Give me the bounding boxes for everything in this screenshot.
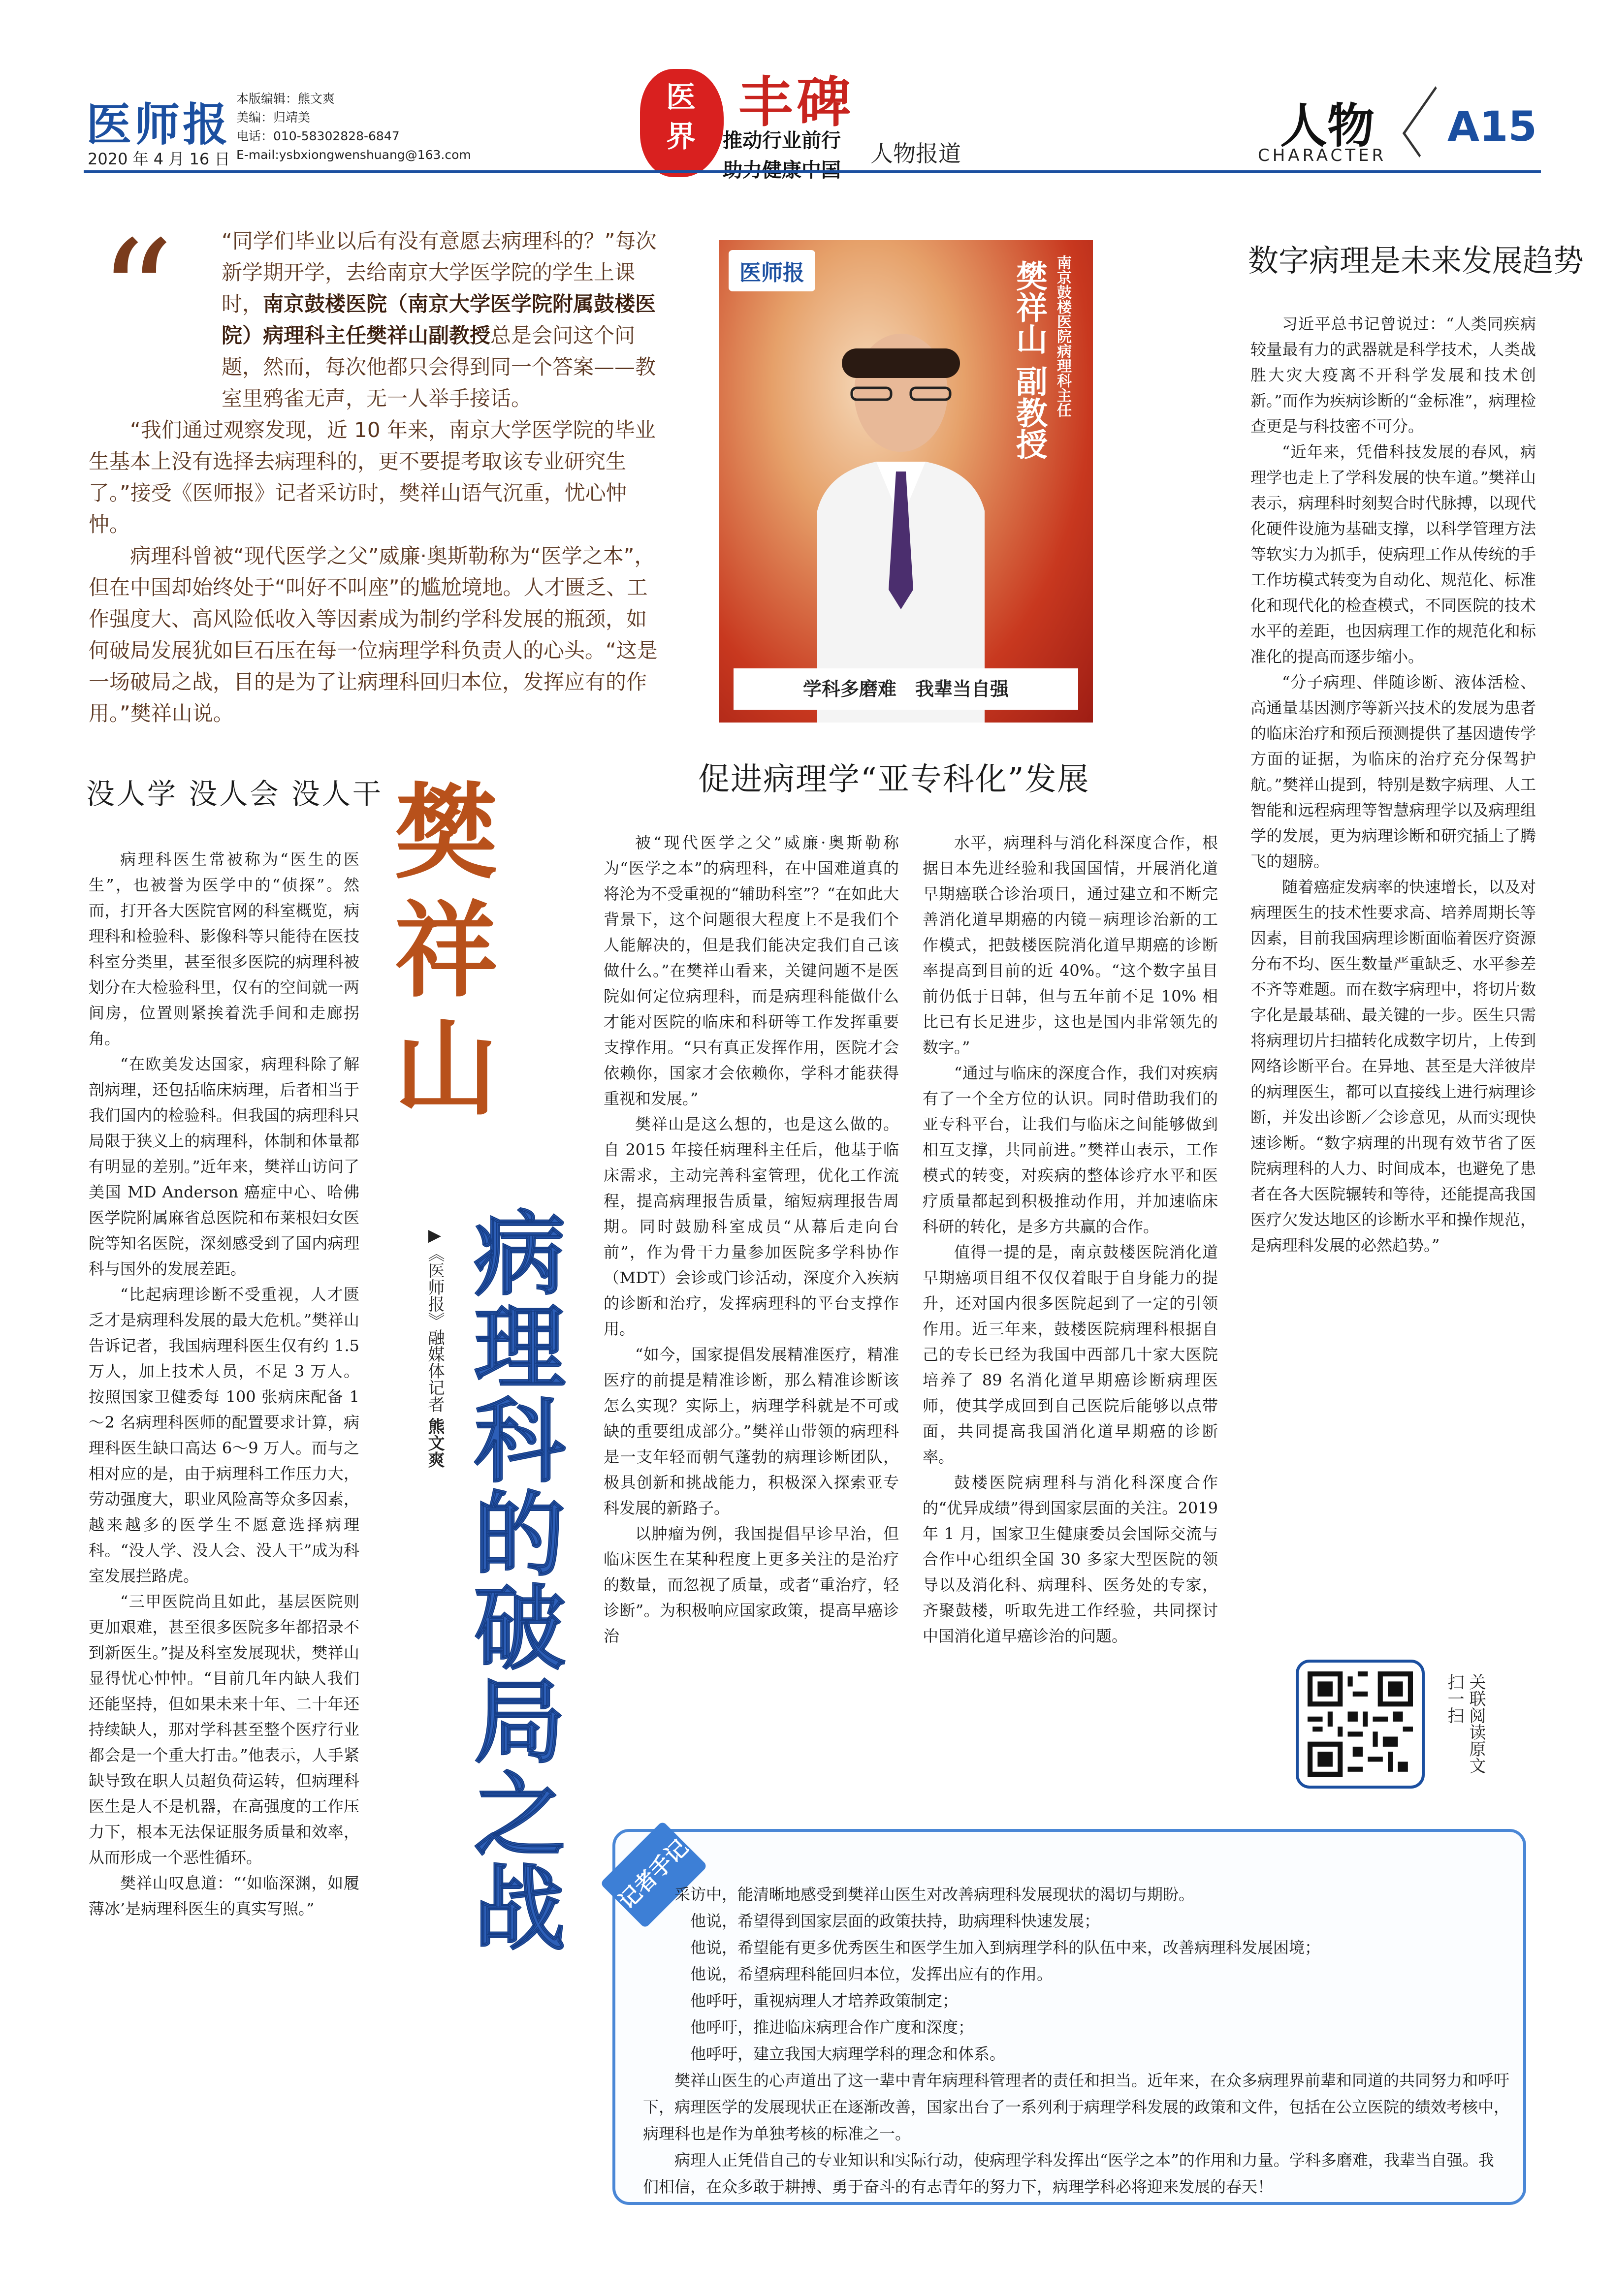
- quote-icon: “: [98, 209, 174, 381]
- body-paragraph: “通过与临床的深度合作，我们对疾病有了一个全方位的认识。同时借助我们的亚专科平台，让我们与临床之间能够做到相互支撑，共同前进。”樊祥山表示，工作模式的转变，对疾病的整体诊疗水平和医疗质量都起到积极推动作用，并加速临床科研的转化，是多方共赢的合作。: [923, 1064, 1218, 1236]
- reporter-note-tag: 记者手记: [600, 1821, 707, 1928]
- editor-line: E-mail:ysbxiongwenshuang@163.com: [236, 148, 471, 162]
- note-paragraph: 采访中，能清晰地感受到樊祥山医生对改善病理科发展现状的渴切与期盼。: [674, 1885, 1195, 1904]
- editor-line: 本版编辑：熊文爽: [236, 92, 335, 106]
- byline-author: 熊文爽: [425, 1417, 445, 1468]
- editor-line: 美编：归靖美: [236, 110, 311, 125]
- qr-label: [1442, 1673, 1487, 1801]
- photo-vertical-text: [1006, 255, 1073, 460]
- body-paragraph: 樊祥山叹息道：“‘如临深渊，如履薄冰’是病理科医生的真实写照。”: [89, 1874, 359, 1918]
- qr-code[interactable]: [1296, 1660, 1425, 1789]
- body-paragraph: “在欧美发达国家，病理科除了解剖病理，还包括临床病理，后者相当于我们国内的检验科。但我国的病理科只局限于狭义上的病理科，体制和体量都有明显的差别。”近年来，樊祥山访问了美国 MD Anderson 癌症中心、哈佛医学院附属麻省总医院和布莱根妇女医院等知名医院，深刻感受到了国内病理科与国外的发展差距。: [89, 1055, 359, 1278]
- seal-text: 医界: [666, 80, 696, 154]
- lead-paragraph: 病理科曾被“现代医学之父”威廉·奥斯勒称为“医学之本”，但在中国却始终处于“叫好不叫座”的尴尬境地。人才匮乏、工作强度大、高风险低收入等因素成为制约学科发展的瓶颈，如何破局发展犹如巨石压在每一位病理学科负责人的心头。“这是一场破局之战，目的是为了让病理科回归本位，发挥应有的作用。”樊祥山说。: [89, 544, 658, 725]
- doctor-portrait-icon: [817, 314, 985, 723]
- body-paragraph: 病理科医生常被称为“医生的医生”，也被誉为医学中的“侦探”。然而，打开各大医院官网的科室概览，病理科和检验科、影像科等只能待在医技科室分类里，甚至很多医院的病理科被划分在大检验科里，仅有的空间就一两间房，位置则紧挨着洗手间和走廊拐角。: [89, 850, 359, 1048]
- section-name: 人物报道: [870, 140, 961, 167]
- main-headline: 病理科的破局之战: [459, 1206, 566, 1954]
- column-brand: 丰碑: [738, 70, 855, 134]
- lead-paragraph: [89, 209, 665, 414]
- editor-line: 电话：010-58302828-6847: [236, 129, 400, 143]
- body-paragraph: “三甲医院尚且如此，基层医院则更加艰难，甚至很多医院多年都招录不到新医生。”提及科室发展现状，樊祥山显得忧心忡忡。“目前几年内缺人我们还能坚持，但如果未来十年、二十年还持续缺人，那对学科甚至整个医疗行业都会是一个重大打击。”他表示，人手紧缺导致在职人员超负荷运转，但病理科医生是人不是机器，在高强度的工作压力下，根本无法保证服务质量和效率，从而形成一个恶性循环。: [89, 1592, 359, 1867]
- qr-label-line: 扫一扫: [1444, 1673, 1464, 1724]
- body-paragraph: 值得一提的是，南京鼓楼医院消化道早期癌项目组不仅仅着眼于自身能力的提升，还对国内很多医院起到了一定的引领作用。近三年来，鼓楼医院病理科根据自己的专长已经为我国中西部几十家大医院培养了 89 名消化道早期癌诊断病理医师，使其学成回到自己医院后能够以点带面，共同提高我国消化道早期癌的诊断率。: [923, 1243, 1218, 1466]
- body-paragraph: 鼓楼医院病理科与消化科深度合作的“优异成绩”得到国家层面的关注。2019 年 1 月，国家卫生健康委员会国际交流与合作中心组织全国 30 多家大型医院的领导以及消化科、病理科、医务处的专家，齐聚鼓楼，听取先进工作经验，共同探讨中国消化道早癌诊治的问题。: [923, 1473, 1218, 1645]
- body-paragraph: 随着癌症发病率的快速增长，以及对病理医生的技术性要求高、培养周期长等因素，目前我国病理诊断面临着医疗资源分布不均、医生数量严重缺乏、水平参差不齐等难题。而在数字病理中，将切片数字化是最基础、最关键的一步。医生只需将病理切片扫描转化成数字切片，上传到网络诊断平台。在异地、甚至是大洋彼岸的病理医生，都可以直接线上进行病理诊断，并发出诊断／会诊意见，从而实现快速诊断。“数字病理的出现有效节省了医院病理科的人力、时间成本，也避免了患者在各大医院辗转和等待，还能提高我国医疗欠发达地区的诊断水平和操作规范，是病理科发展的必然趋势。”: [1250, 878, 1536, 1255]
- qr-code-icon: [1308, 1671, 1413, 1777]
- photo-name-title: 樊祥山 副教授: [1011, 260, 1047, 460]
- body-paragraph: 被“现代医学之父”威廉·奥斯勒称为“医学之本”的病理科，在中国难道真的将沦为不受重视的“辅助科室”？“在如此大背景下，这个问题很大程度上不是我们个人能解决的，但是我们能决定我们自己该做什么。”在樊祥山看来，关键问题不是医院如何定位病理科，而是病理科能做什么才能对医院的临床和科研等工作发挥重要支撑作用。“只有真正发挥作用，医院才会依赖你，国家才会依赖你，学科才能获得重视和发展。”: [604, 833, 899, 1108]
- photo-caption: 学科多磨难 我辈当自强: [734, 668, 1078, 710]
- body-paragraph: 习近平总书记曾说过：“人类同疾病较量最有力的武器就是科学技术，人类战胜大灾大疫离不开科学发展和技术创新。”而作为疾病诊断的“金标准”，病理检查更是与科技密不可分。: [1250, 315, 1536, 436]
- note-paragraph: 病理人正凭借自己的专业知识和实际行动，使病理学科发挥出“医学之本”的作用和力量。学科多磨难，我辈当自强。我们相信，在众多敢于耕搏、勇于奋斗的有志青年的努力下，病理学科必将迎来发展的春天！: [643, 2151, 1494, 2196]
- person-name-headline: 樊祥山: [377, 778, 499, 1132]
- body-paragraph: 樊祥山是这么想的，也是这么做的。自 2015 年接任病理科主任后，他基于临床需求，主动完善科室管理，优化工作流程，提高病理报告质量，缩短病理报告周期。同时鼓励科室成员“从幕后走向台前”，作为骨干力量参加医院多学科协作（MDT）会诊或门诊活动，深度介入疾病的诊断和治疗，发挥病理科的平台支撑作用。: [604, 1115, 899, 1338]
- editor-info: [236, 90, 471, 164]
- note-line: 他说，希望能有更多优秀医生和医学生加入到病理学科的队伍中来，改善病理科发展困境；: [690, 1938, 1321, 1957]
- body-paragraph: “比起病理诊断不受重视，人才匮乏才是病理科发展的最大危机。”樊祥山告诉记者，我国病理科医生仅有约 1.5 万人，加上技术人员，不足 3 万人。按照国家卫健委每 100 张病床配备 1～2 名病理科医师的配置要求计算，病理科医生缺口高达 6～9 万人。而与之相对应的是，由于病理科工作压力大，劳动强度大，职业风险高等众多因素，越来越多的医学生不愿意选择病理科。“没人学、没人会、没人干”成为科室发展拦路虎。: [89, 1285, 359, 1585]
- note-line: 他呼吁，重视病理人才培养政策制定；: [690, 1991, 959, 2010]
- lead-text: “同学们毕业以后有没有意愿去病理科的？”每次新学期开学，去给南京大学医学院的学生上课时，: [222, 229, 657, 316]
- page-number: A15: [1447, 102, 1537, 151]
- slogan-line: 推动行业前行: [723, 129, 841, 152]
- note-paragraph: 樊祥山医生的心声道出了这一辈中青年病理科管理者的责任和担当。近年来，在众多病理界前辈和同道的共同努力和呼吁下，病理医学的发展现状正在逐渐改善，国家出台了一系列利于病理学科发展的政策和文件，包括在公立医院的绩效考核中，病理科也是作为单独考核的标准之一。: [643, 2071, 1510, 2143]
- article-column-1: [89, 847, 359, 1921]
- article-column-3: [923, 830, 1218, 1649]
- page-kicker: 人物: [1280, 98, 1375, 154]
- section-title-left: 没人学 没人会 没人干: [86, 777, 383, 811]
- section-title-middle: 促进病理学“亚专科化”发展: [698, 761, 1090, 798]
- photo-institution: 南京鼓楼医院病理科主任: [1054, 255, 1071, 417]
- chevron-left-icon: [1403, 86, 1452, 157]
- article-column-4: [1250, 311, 1536, 1258]
- section-title-right: 数字病理是未来发展趋势: [1248, 243, 1584, 279]
- byline: [417, 1226, 447, 1468]
- note-line: 他说，希望得到国家层面的政策扶持，助病理科快速发展；: [690, 1912, 1100, 1930]
- body-paragraph: “分子病理、伴随诊断、液体活检、高通量基因测序等新兴技术的发展为患者的临床治疗和预后预测提供了基因遗传学方面的证据，为临床的治疗充分保驾护航。”樊祥山提到，特别是数字病理、人工智能和远程病理等智慧病理学以及病理组学的发展，更为病理诊断和研究插上了腾飞的翅膀。: [1250, 673, 1536, 871]
- lead-paragraphs: [89, 209, 665, 729]
- reporter-note-body: [643, 1881, 1509, 2200]
- body-paragraph: 水平，病理科与消化科深度合作，根据日本先进经验和我国国情，开展消化道早期癌联合诊治项目，通过建立和不断完善消化道早期癌的内镜－病理诊治新的工作模式，把鼓楼医院消化道早期癌的诊断率提高到目前的近 40%。“这个数字虽目前仍低于日韩，但与五年前不足 10% 相比已有长足进步，这也是国内非常领先的数字。”: [923, 833, 1218, 1057]
- masthead-logo: 医师报: [86, 98, 231, 151]
- header-rule: [84, 170, 1541, 173]
- note-line: 他呼吁，推进临床病理合作广度和深度；: [690, 2018, 974, 2037]
- body-paragraph: 以肿瘤为例，我国提倡早诊早治，但临床医生在某种程度上更多关注的是治疗的数量，而忽视了质量，或者“重治疗，轻诊断”。为积极响应国家政策，提高早癌诊治: [604, 1524, 899, 1645]
- issue-date: 2020 年 4 月 16 日: [88, 150, 230, 168]
- lead-bold-text: 南京鼓楼医院（南京大学医学院附属鼓楼医院）病理科主任樊祥山副教授: [222, 292, 656, 347]
- note-line: 他说，希望病理科能回归本位，发挥出应有的作用。: [690, 1965, 1053, 1983]
- lead-text: 总是会问这个问题，然而，每次他都只会得到同一个答案——教室里鸦雀无声，无一人举手接话。: [222, 323, 656, 410]
- portrait-photo: [719, 240, 1093, 723]
- page-kicker-en: CHARACTER: [1258, 146, 1387, 165]
- column-slogan: [723, 126, 841, 185]
- qr-label-line: 关联阅读原文: [1466, 1673, 1486, 1774]
- body-paragraph: “如今，国家提倡发展精准医疗，精准医疗的前提是精准诊断，那么精准诊断该怎么实现？实际上，病理学科就是不可或缺的重要组成部分。”樊祥山带领的病理科是一支年轻而朝气蓬勃的病理诊断团队，极具创新和挑战能力，积极深入探索亚专科发展的新路子。: [604, 1345, 899, 1517]
- note-line: 他呼吁，建立我国大病理学科的理念和体系。: [690, 2044, 1006, 2063]
- article-column-2: [604, 830, 899, 1649]
- photo-logo: 医师报: [729, 250, 815, 291]
- byline-prefix: ▶《医师报》融媒体记者: [425, 1226, 445, 1413]
- lead-paragraph: “我们通过观察发现，近 10 年来，南京大学医学院的毕业生基本上没有选择去病理科的，更不要提考取该专业研究生了。”接受《医师报》记者采访时，樊祥山语气沉重，忧心忡忡。: [89, 418, 656, 536]
- body-paragraph: “近年来，凭借科技发展的春风，病理学也走上了学科发展的快车道。”樊祥山表示，病理科时刻契合时代脉搏，以现代化硬件设施为基础支撑，以科学管理方法等软实力为抓手，使病理工作从传统的手工作坊模式转变为自动化、规范化、标准化和现代化的检查模式，不同医院的技术水平的差距，也因病理工作的规范化和标准化的提高而逐步缩小。: [1250, 442, 1536, 666]
